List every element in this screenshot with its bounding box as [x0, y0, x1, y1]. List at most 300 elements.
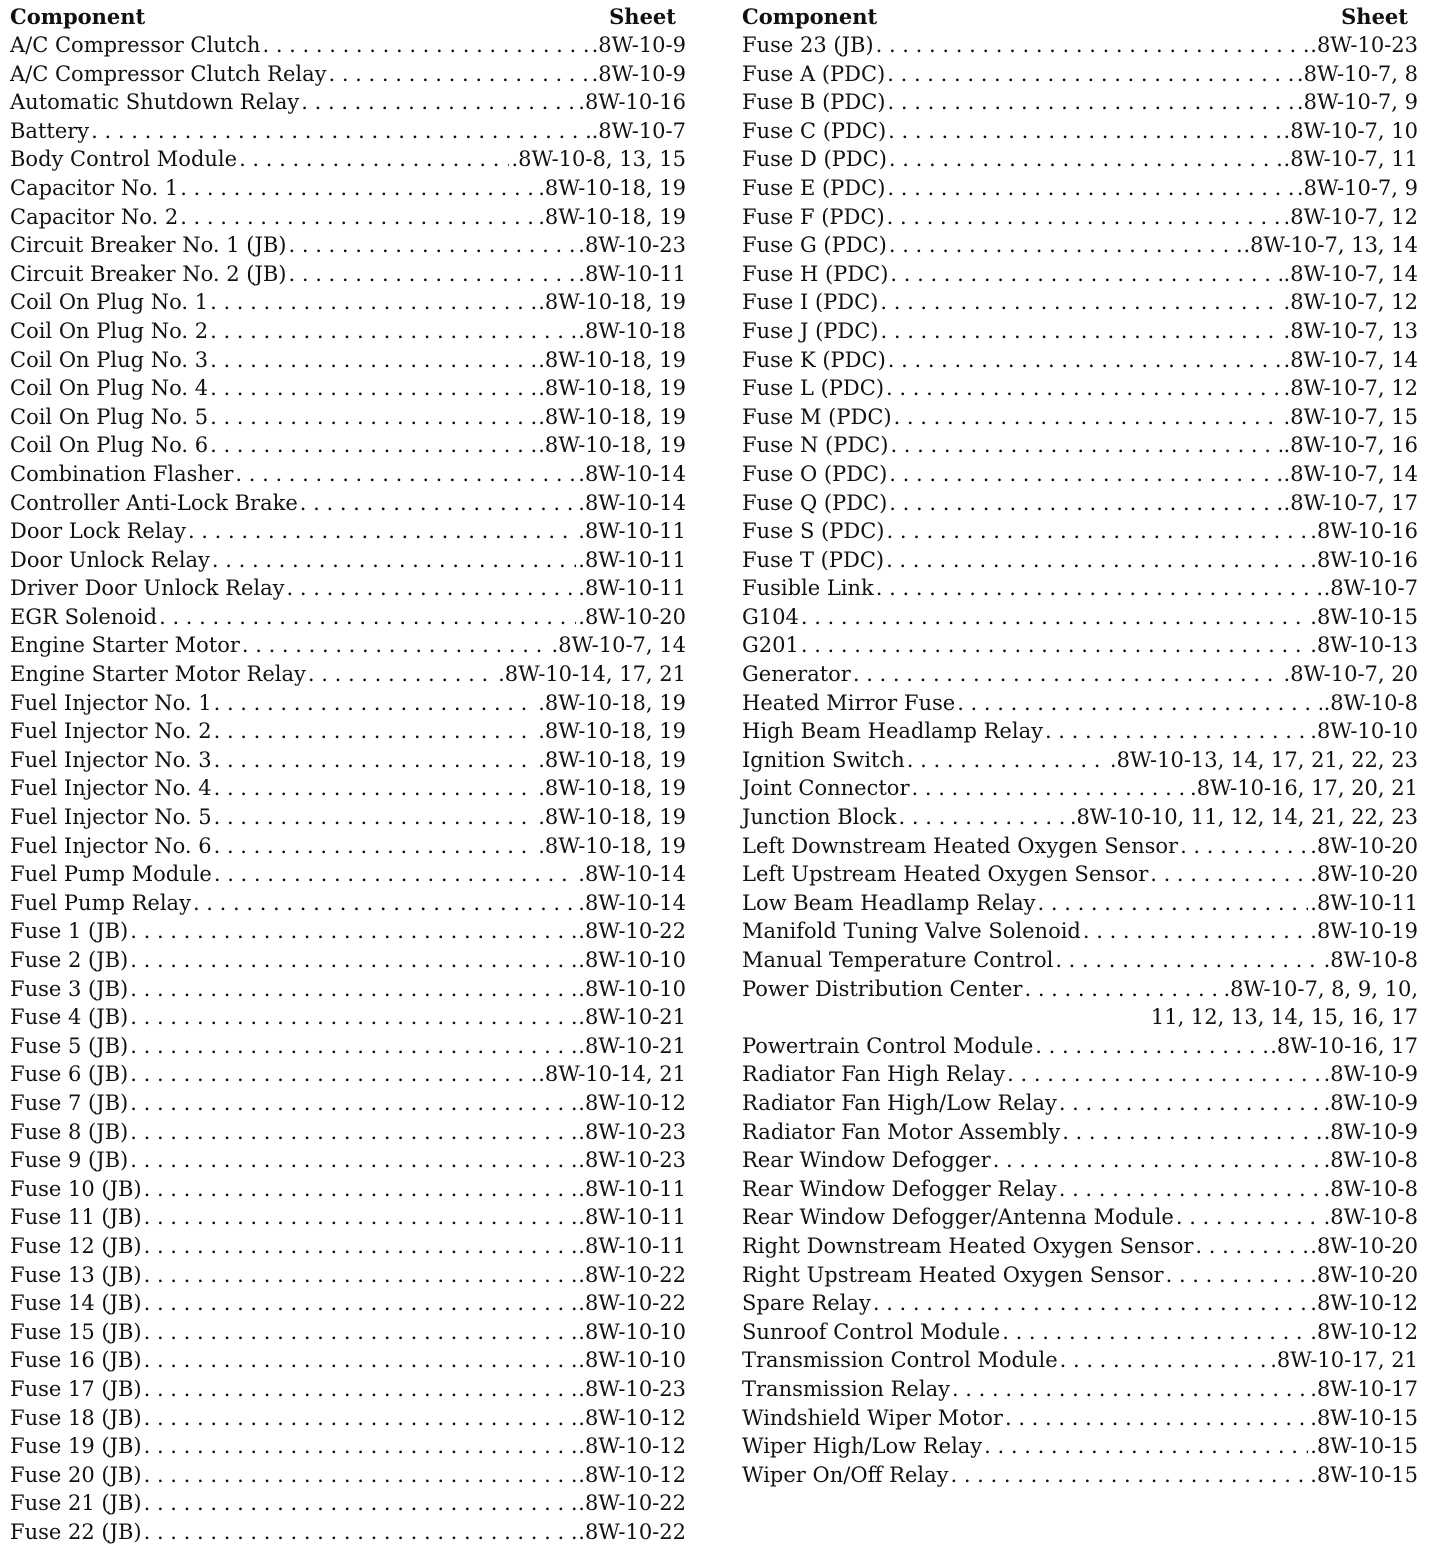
index-row [10, 574, 686, 603]
leader-dots [853, 660, 1282, 689]
index-row [10, 1346, 686, 1375]
sheet-reference: .8W-10-20 [1310, 1262, 1418, 1287]
component-name: Fuse G (PDC) [742, 233, 887, 258]
index-row [742, 1404, 1418, 1433]
component-name: Circuit Breaker No. 1 (JB) [10, 233, 287, 258]
sheet-reference: .8W-10-11 [578, 1233, 686, 1258]
index-row [10, 317, 686, 346]
leader-dots [130, 1032, 576, 1061]
component-name: Fuse 21 (JB) [10, 1491, 142, 1516]
sheet-reference: .8W-10-18, 19 [538, 833, 686, 858]
index-row [10, 774, 686, 803]
leader-dots [881, 317, 1282, 346]
component-name: G201 [742, 633, 799, 658]
component-name: Fuel Injector No. 2 [10, 719, 212, 744]
leader-dots [1166, 1261, 1309, 1290]
index-row [742, 946, 1418, 975]
leader-dots [242, 631, 550, 660]
sheet-reference: .8W-10-22 [578, 1291, 686, 1316]
leader-dots [888, 88, 1295, 117]
leader-dots [889, 489, 1281, 518]
leader-dots [950, 1461, 1308, 1490]
sheet-reference: .8W-10-12 [578, 1405, 686, 1430]
leader-dots [214, 832, 537, 861]
sheet-reference: .8W-10-7 [1323, 576, 1418, 601]
component-name: Fuse 3 (JB) [10, 976, 129, 1001]
index-row [10, 946, 686, 975]
component-name: Fuse Q (PDC) [742, 490, 888, 515]
component-name: Rear Window Defogger [742, 1148, 991, 1173]
component-name: Engine Starter Motor Relay [10, 662, 306, 687]
sheet-reference: .8W-10-22 [578, 1519, 686, 1544]
sheet-reference: .8W-10-16 [1310, 547, 1418, 572]
index-row [10, 31, 686, 60]
leader-dots [886, 546, 1308, 575]
component-name: Fuse 22 (JB) [10, 1519, 142, 1544]
sheet-reference: .8W-10-9 [591, 61, 686, 86]
leader-dots [130, 1118, 576, 1147]
sheet-reference: .8W-10-10 [578, 976, 686, 1001]
component-name: Junction Block [742, 805, 897, 830]
leader-dots [210, 431, 536, 460]
leader-dots [1176, 1203, 1322, 1232]
component-name: Fuse O (PDC) [742, 461, 888, 486]
index-row [742, 117, 1418, 146]
component-name: Fuel Injector No. 1 [10, 690, 212, 715]
sheet-reference: .8W-10-22 [578, 1262, 686, 1287]
index-row [10, 546, 686, 575]
component-name: Fuel Injector No. 4 [10, 776, 212, 801]
leader-dots [214, 803, 537, 832]
sheet-reference: .8W-10-8 [1323, 1205, 1418, 1230]
index-row [10, 1032, 686, 1061]
sheet-reference: .8W-10-14, 21 [538, 1062, 686, 1087]
component-name: Wiper High/Low Relay [742, 1434, 983, 1459]
sheet-reference: .8W-10-20 [1310, 862, 1418, 887]
sheet-reference: .8W-10-11 [1310, 890, 1418, 915]
component-name: Coil On Plug No. 4 [10, 376, 209, 401]
component-name: Fuse S (PDC) [742, 519, 885, 544]
sheet-reference: .8W-10-7, 8 [1296, 61, 1418, 86]
component-name: Sunroof Control Module [742, 1319, 1001, 1344]
component-name: Generator [742, 662, 851, 687]
component-name: Automatic Shutdown Relay [10, 90, 300, 115]
component-name: Windshield Wiper Motor [742, 1405, 1003, 1430]
leader-dots [130, 1089, 576, 1118]
leader-dots [1062, 1118, 1321, 1147]
component-name: Left Upstream Heated Oxygen Sensor [742, 862, 1149, 887]
sheet-reference: .8W-10-18, 19 [538, 747, 686, 772]
index-row [10, 975, 686, 1004]
index-row [742, 403, 1418, 432]
index-row [742, 975, 1418, 1032]
index-row [742, 517, 1418, 546]
component-name: Fuse C (PDC) [742, 118, 887, 143]
index-row [10, 746, 686, 775]
index-row [742, 231, 1418, 260]
component-header: Component [742, 4, 878, 29]
sheet-reference: .8W-10-7, 14 [551, 633, 686, 658]
sheet-reference: .8W-10-14 [578, 461, 686, 486]
component-name: Coil On Plug No. 2 [10, 318, 209, 343]
component-name: Fuse 9 (JB) [10, 1148, 129, 1173]
index-row [742, 31, 1418, 60]
index-row [742, 803, 1418, 832]
index-row [10, 145, 686, 174]
index-row [10, 889, 686, 918]
leader-dots [890, 431, 1281, 460]
component-name: Fuse 19 (JB) [10, 1434, 142, 1459]
component-name: Fuse 7 (JB) [10, 1090, 129, 1115]
index-row [10, 1318, 686, 1347]
sheet-reference: .8W-10-9 [1323, 1090, 1418, 1115]
leader-dots [144, 1518, 577, 1546]
component-name: Radiator Fan High Relay [742, 1062, 1006, 1087]
leader-dots [210, 403, 536, 432]
component-name: Powertrain Control Module [742, 1033, 1034, 1058]
sheet-reference: .8W-10-20 [1310, 1233, 1418, 1258]
index-row [10, 231, 686, 260]
leader-dots [214, 860, 576, 889]
sheet-reference: .8W-10-12 [1310, 1319, 1418, 1344]
component-name: Fuse E (PDC) [742, 175, 886, 200]
component-name: Fuse 15 (JB) [10, 1319, 142, 1344]
index-row [742, 1318, 1418, 1347]
component-name: Manual Temperature Control [742, 948, 1054, 972]
component-name: Fusible Link [742, 576, 874, 601]
leader-dots [880, 288, 1281, 317]
leader-dots [144, 1404, 577, 1433]
leader-dots [144, 1261, 577, 1290]
right-column [742, 2, 1418, 1489]
component-name: Power Distribution Center [742, 976, 1023, 1001]
sheet-reference: .8W-10-18, 19 [538, 175, 686, 200]
sheet-reference: .8W-10-16, 17 [1270, 1033, 1418, 1058]
sheet-reference: .8W-10-7, 12 [1283, 290, 1418, 315]
component-name: Right Downstream Heated Oxygen Sensor [742, 1233, 1194, 1258]
leader-dots [886, 374, 1282, 403]
component-name: Fuse N (PDC) [742, 433, 889, 458]
index-row [742, 889, 1418, 918]
index-row [742, 1118, 1418, 1147]
index-row [742, 860, 1418, 889]
index-row [10, 374, 686, 403]
index-row [10, 803, 686, 832]
component-name: Transmission Control Module [742, 1348, 1058, 1373]
index-row [10, 1118, 686, 1147]
component-name: Door Lock Relay [10, 519, 186, 544]
index-row [742, 689, 1418, 718]
leader-dots [144, 1432, 577, 1461]
component-name: Fuse T (PDC) [742, 547, 885, 572]
sheet-header: Sheet [609, 4, 676, 29]
leader-dots [144, 1461, 577, 1490]
leader-dots [210, 288, 536, 317]
sheet-reference: .8W-10-21 [578, 1005, 686, 1030]
index-row [10, 631, 686, 660]
sheet-reference: .8W-10-17 [1310, 1376, 1418, 1401]
leader-dots [210, 374, 536, 403]
index-row [742, 774, 1418, 803]
index-row [10, 431, 686, 460]
leader-dots [159, 603, 576, 632]
sheet-reference: .8W-10-7, 20 [1283, 662, 1418, 687]
component-name: Fuel Pump Relay [10, 890, 191, 915]
index-row [742, 346, 1418, 375]
index-row [10, 917, 686, 946]
leader-dots [889, 231, 1242, 260]
index-row [10, 1175, 686, 1204]
sheet-reference: .8W-10-14 [578, 862, 686, 887]
sheet-reference: .8W-10-7, 10 [1283, 118, 1418, 143]
sheet-reference: .8W-10-11 [578, 261, 686, 286]
leader-dots [887, 60, 1295, 89]
leader-dots [144, 1318, 577, 1347]
sheet-reference: .8W-10-7, 12 [1283, 376, 1418, 401]
leader-dots [180, 174, 536, 203]
leader-dots [890, 260, 1281, 289]
sheet-reference: .8W-10-16 [578, 90, 686, 115]
sheet-reference: .8W-10-7, 9 [1296, 175, 1418, 200]
index-row [742, 1032, 1418, 1061]
component-name: Fuse 18 (JB) [10, 1405, 142, 1430]
component-name: Fuse F (PDC) [742, 204, 885, 229]
sheet-reference: .8W-10-7, 11 [1283, 147, 1418, 172]
sheet-reference: .8W-10-7, 12 [1283, 204, 1418, 229]
leader-dots [1024, 975, 1221, 1004]
index-row [742, 88, 1418, 117]
index-row [742, 489, 1418, 518]
leader-dots [289, 231, 577, 260]
component-name: Fuel Pump Module [10, 862, 212, 887]
leader-dots [144, 1232, 577, 1261]
leader-dots [144, 1203, 577, 1232]
leader-dots [188, 517, 576, 546]
index-row [742, 460, 1418, 489]
component-name: Fuse 8 (JB) [10, 1119, 129, 1144]
component-name: Fuel Injector No. 5 [10, 805, 212, 830]
index-row [742, 1461, 1418, 1490]
index-row [742, 1289, 1418, 1318]
component-name: Ignition Switch [742, 747, 905, 772]
index-row [742, 1346, 1418, 1375]
leader-dots [144, 1346, 577, 1375]
leader-dots [1059, 1089, 1322, 1118]
component-name: Fuse B (PDC) [742, 90, 886, 115]
leader-dots [328, 60, 589, 89]
sheet-reference: .8W-10-13, 14, 17, 21, 22, 23 [1109, 747, 1418, 772]
leader-dots [887, 203, 1282, 232]
component-name: Circuit Breaker No. 2 (JB) [10, 261, 287, 286]
sheet-reference: .8W-10-7, 8, 9, 10, [1223, 976, 1418, 1001]
leader-dots [214, 746, 537, 775]
leader-dots [952, 1375, 1308, 1404]
leader-dots [144, 1175, 577, 1204]
index-row [742, 917, 1418, 946]
component-name: Transmission Relay [742, 1376, 950, 1401]
leader-dots [1083, 917, 1308, 946]
sheet-reference: .8W-10-12 [578, 1462, 686, 1487]
leader-dots [889, 145, 1282, 174]
component-name: Coil On Plug No. 6 [10, 433, 209, 458]
sheet-reference: .8W-10-18, 19 [538, 433, 686, 458]
component-name: Battery [10, 118, 90, 143]
left-index-list [10, 31, 686, 1546]
component-name: Left Downstream Heated Oxygen Sensor [742, 833, 1179, 858]
sheet-reference: .8W-10-9 [1323, 1119, 1418, 1144]
leader-dots [130, 1146, 576, 1175]
index-row [10, 203, 686, 232]
component-header: Component [10, 4, 146, 29]
leader-dots [876, 31, 1309, 60]
leader-dots [1035, 1032, 1268, 1061]
component-name: A/C Compressor Clutch [10, 33, 261, 57]
index-row [742, 717, 1418, 746]
index-row [742, 574, 1418, 603]
index-row [10, 288, 686, 317]
index-row [10, 1289, 686, 1318]
sheet-reference: .8W-10-20 [578, 604, 686, 629]
right-header [742, 2, 1418, 31]
sheet-reference: .8W-10-10 [578, 1319, 686, 1344]
index-row [10, 460, 686, 489]
component-name: Capacitor No. 2 [10, 204, 179, 229]
sheet-reference: .8W-10-11 [578, 1176, 686, 1201]
index-row [10, 88, 686, 117]
sheet-reference-continued: 11, 12, 13, 14, 15, 16, 17 [1150, 1005, 1418, 1030]
sheet-reference: .8W-10-9 [1323, 1062, 1418, 1087]
leader-dots [214, 774, 537, 803]
sheet-reference: .8W-10-20 [1310, 833, 1418, 858]
index-row [742, 1146, 1418, 1175]
component-name: Joint Connector [742, 776, 910, 801]
component-name: Heated Mirror Fuse [742, 690, 956, 715]
leader-dots [993, 1146, 1322, 1175]
index-row [742, 203, 1418, 232]
leader-dots [1045, 717, 1308, 746]
index-row [10, 60, 686, 89]
index-row [742, 1261, 1418, 1290]
index-row [742, 1175, 1418, 1204]
component-name: Capacitor No. 1 [10, 175, 179, 200]
index-row [742, 546, 1418, 575]
leader-dots [212, 546, 576, 575]
sheet-reference: .8W-10-16, 17, 20, 21 [1190, 776, 1418, 801]
index-row [10, 1232, 686, 1261]
index-row [10, 1089, 686, 1118]
component-name: Coil On Plug No. 3 [10, 347, 209, 372]
sheet-reference: .8W-10-10 [578, 1348, 686, 1373]
index-row [10, 1432, 686, 1461]
leader-dots [1055, 946, 1321, 975]
leader-dots [801, 603, 1308, 632]
component-name: Fuse M (PDC) [742, 404, 892, 429]
leader-dots [886, 517, 1308, 546]
sheet-reference: .8W-10-18, 19 [538, 290, 686, 315]
sheet-reference: .8W-10-18, 19 [538, 776, 686, 801]
component-name: Manifold Tuning Valve Solenoid [742, 919, 1081, 944]
leader-dots [907, 746, 1108, 775]
leader-dots [91, 117, 589, 146]
leader-dots [235, 460, 576, 489]
index-row [10, 260, 686, 289]
component-name: Fuse 20 (JB) [10, 1462, 142, 1487]
component-name: Door Unlock Relay [10, 547, 210, 572]
sheet-reference: .8W-10-7, 14 [1283, 261, 1418, 286]
index-row [742, 832, 1418, 861]
index-row [10, 1203, 686, 1232]
sheet-reference: .8W-10-12 [578, 1090, 686, 1115]
leader-dots [1195, 1232, 1308, 1261]
leader-dots [287, 574, 577, 603]
sheet-reference: .8W-10-9 [591, 33, 686, 57]
sheet-reference: .8W-10-7 [591, 118, 686, 143]
sheet-reference: .8W-10-7, 14 [1283, 461, 1418, 486]
leader-dots [130, 1003, 576, 1032]
index-row [10, 174, 686, 203]
index-row [742, 1432, 1418, 1461]
component-name: G104 [742, 604, 799, 629]
sheet-reference: .8W-10-7, 14 [1283, 347, 1418, 372]
leader-dots [801, 631, 1308, 660]
sheet-reference: .8W-10-23 [578, 233, 686, 258]
component-name: Radiator Fan High/Low Relay [742, 1090, 1057, 1115]
index-row [742, 1375, 1418, 1404]
sheet-reference: .8W-10-7, 17 [1283, 490, 1418, 515]
component-name: Radiator Fan Motor Assembly [742, 1119, 1061, 1144]
leader-dots [912, 774, 1189, 803]
component-name: Wiper On/Off Relay [742, 1462, 949, 1487]
sheet-reference: .8W-10-11 [578, 576, 686, 601]
sheet-reference: .8W-10-8, 13, 15 [511, 147, 686, 172]
sheet-reference: .8W-10-15 [1310, 1405, 1418, 1430]
sheet-reference: .8W-10-8 [1323, 948, 1418, 972]
sheet-reference: .8W-10-11 [578, 519, 686, 544]
index-row [10, 689, 686, 718]
sheet-reference: .8W-10-18, 19 [538, 404, 686, 429]
index-row [10, 117, 686, 146]
leader-dots [899, 803, 1068, 832]
index-row [10, 517, 686, 546]
index-row [10, 403, 686, 432]
index-row [10, 1518, 686, 1546]
sheet-reference: .8W-10-14 [578, 890, 686, 915]
leader-dots [214, 717, 537, 746]
component-name: Fuse 14 (JB) [10, 1291, 142, 1316]
component-name: Fuel Injector No. 6 [10, 833, 212, 858]
component-name: Combination Flasher [10, 461, 234, 486]
leader-dots [873, 1289, 1308, 1318]
index-row [10, 1489, 686, 1518]
index-row [10, 1461, 686, 1490]
component-name: Right Upstream Heated Oxygen Sensor [742, 1262, 1164, 1287]
component-name: Fuse I (PDC) [742, 290, 879, 315]
leader-dots [1060, 1346, 1269, 1375]
component-name: Coil On Plug No. 5 [10, 404, 209, 429]
sheet-reference: .8W-10-15 [1310, 604, 1418, 629]
leader-dots [239, 145, 509, 174]
component-name: Rear Window Defogger/Antenna Module [742, 1205, 1174, 1230]
leader-dots [262, 31, 589, 60]
component-name: Fuse 5 (JB) [10, 1033, 129, 1058]
sheet-reference: .8W-10-10, 11, 12, 14, 21, 22, 23 [1069, 805, 1418, 830]
sheet-reference: .8W-10-21 [578, 1033, 686, 1058]
leader-dots [984, 1432, 1308, 1461]
component-name: Fuse 17 (JB) [10, 1376, 142, 1401]
sheet-reference: .8W-10-18, 19 [538, 690, 686, 715]
sheet-reference: .8W-10-7, 15 [1283, 404, 1418, 429]
leader-dots [210, 317, 576, 346]
